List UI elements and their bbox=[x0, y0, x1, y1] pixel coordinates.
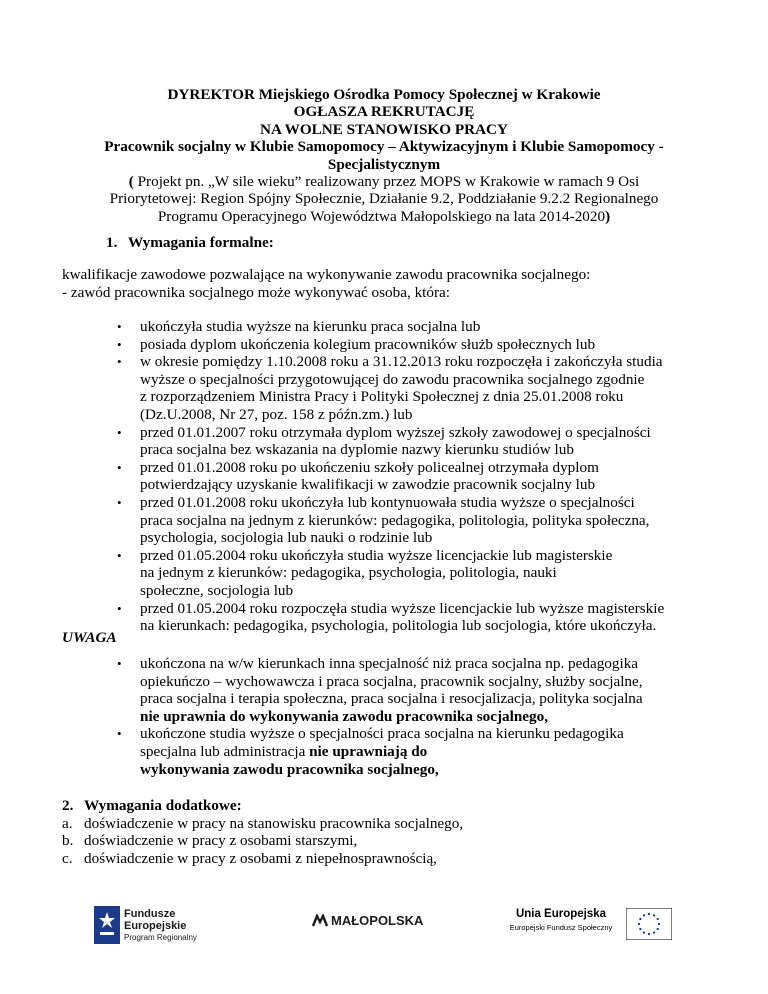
eu-star-icon bbox=[658, 923, 660, 925]
formal-requirements-list bbox=[62, 318, 750, 635]
malopolska-logo: MAŁOPOLSKA bbox=[312, 912, 423, 940]
list-item: • przed 01.01.2007 roku otrzymała dyplom wyższej szkoły zawodowej o specjalności praca socjalna bez wskazania na dyplomie nazwy kierunku studiów lub bbox=[62, 424, 750, 459]
uwaga-list bbox=[62, 655, 750, 778]
section-1-intro: kwalifikacje zawodowe pozwalające na wykonywanie zawodu pracownika socjalnego: - zawód pracownika socjalnego może wykonywać osoba, która: bbox=[62, 266, 591, 301]
fe-star-mark-icon bbox=[94, 906, 120, 944]
header-project-line-1: ( Projekt pn. „W sile wieku” realizowany przez MOPS w Krakowie w ramach 9 Osi bbox=[128, 173, 640, 191]
header-project-line-3: Programu Operacyjnego Województwa Małopolskiego na lata 2014-2020) bbox=[157, 207, 611, 225]
uwaga-label: UWAGA bbox=[62, 629, 117, 646]
list-item: • przed 01.05.2004 roku rozpoczęła studia wyższe licencjackie lub wyższe magisterskie na kierunkach: pedagogika, psychologia, politologia lub socjologia, które ukończyła. bbox=[62, 600, 750, 635]
eu-star-icon bbox=[653, 932, 655, 934]
list-item: a. doświadczenie w pracy na stanowisku pracownika socjalnego, bbox=[62, 814, 464, 832]
additional-requirements bbox=[62, 797, 463, 867]
list-item: • ukończone studia wyższe o specjalności praca socjalna na kierunku pedagogika specjalna lub administracja nie uprawniają do wykonywania zawodu pracownika socjalnego, bbox=[62, 725, 750, 778]
unia-europejska-logo: Unia Europejska Europejski Fundusz Społeczny bbox=[498, 898, 684, 954]
malopolska-mark-icon bbox=[312, 912, 328, 928]
list-item: • posiada dyplom ukończenia kolegium pracowników służb społecznych lub bbox=[62, 336, 750, 354]
eu-star-icon bbox=[643, 914, 645, 916]
header-director-line: DYREKTOR Miejskiego Ośrodka Pomocy Społecznej w Krakowie bbox=[167, 86, 601, 103]
header-position-line-2: Specjalistycznym bbox=[327, 155, 441, 173]
header-announces-line: OGŁASZA REKRUTACJĘ bbox=[293, 103, 475, 121]
footer-logos bbox=[88, 898, 688, 954]
list-item: c. doświadczenie w pracy z osobami z niepełnosprawnością, bbox=[62, 849, 437, 867]
eu-star-icon bbox=[643, 932, 645, 934]
list-item: b. doświadczenie w pracy z osobami starszymi, bbox=[62, 832, 358, 850]
header-project-line-2: Priorytetowej: Region Spójny Społecznie, Działanie 9.2, Poddziałanie 9.2.2 Regionalnego bbox=[109, 190, 659, 208]
header-position-line: Pracownik socjalny w Klubie Samopomocy – Aktywizacyjnym i Klubie Samopomocy - bbox=[104, 138, 664, 156]
eu-star-icon bbox=[657, 928, 659, 930]
header-vacancy-line: NA WOLNE STANOWISKO PRACY bbox=[260, 120, 508, 138]
section-2-title: 2. Wymagania dodatkowe: bbox=[62, 797, 242, 814]
eu-flag-icon bbox=[626, 908, 672, 940]
section-1-title: 1. Wymagania formalne: bbox=[106, 234, 274, 251]
fundusze-europejskie-logo: Fundusze Europejskie Program Regionalny bbox=[88, 898, 198, 954]
list-item: • przed 01.05.2004 roku ukończyła studia wyższe licencjackie lub magisterskie na jednym z kierunków: pedagogika, psychologia, politologia, nauki społeczne, socjologia lub bbox=[62, 547, 750, 600]
eu-star-icon bbox=[648, 933, 650, 935]
announcement-header bbox=[40, 86, 728, 225]
eu-star-icon bbox=[648, 913, 650, 915]
list-item: • ukończona na w/w kierunkach inna specjalność niż praca socjalna np. pedagogika opiekuńczo – wychowawcza i praca socjalna, pracownik socjalny, służby socjalne, praca socjalna i terapia społeczna, praca socjalna i resocjalizacja, polityka socjalna nie uprawnia do wykonywania zawodu pracownika socjalnego, bbox=[62, 655, 750, 725]
list-item: • przed 01.01.2008 roku po ukończeniu szkoły policealnej otrzymała dyplom potwierdzający uzyskanie kwalifikacji w zawodzie pracownik socjalny lub bbox=[62, 459, 750, 494]
list-item: • ukończyła studia wyższe na kierunku praca socjalna lub bbox=[62, 318, 750, 336]
list-item: • w okresie pomiędzy 1.10.2008 roku a 31.12.2013 roku rozpoczęła i zakończyła studia wyższe o specjalności przygotowującej do zawodu pracownika socjalnego zgodnie z rozporządzeniem Ministra Pracy i Polityki Społecznej z dnia 25.01.2008 roku (Dz.U.2008, Nr 27, poz. 158 z późn.zm.) lub bbox=[62, 353, 750, 423]
eu-star-icon bbox=[657, 918, 659, 920]
eu-star-icon bbox=[639, 928, 641, 930]
eu-star-icon bbox=[638, 923, 640, 925]
eu-star-icon bbox=[653, 914, 655, 916]
list-item: • przed 01.01.2008 roku ukończyła lub kontynuowała studia wyższe o specjalności praca socjalna na jednym z kierunków: pedagogika, politologia, polityka społeczna, psychologia, socjologia lub nauki o rodzinie lub bbox=[62, 494, 750, 547]
eu-star-icon bbox=[639, 918, 641, 920]
